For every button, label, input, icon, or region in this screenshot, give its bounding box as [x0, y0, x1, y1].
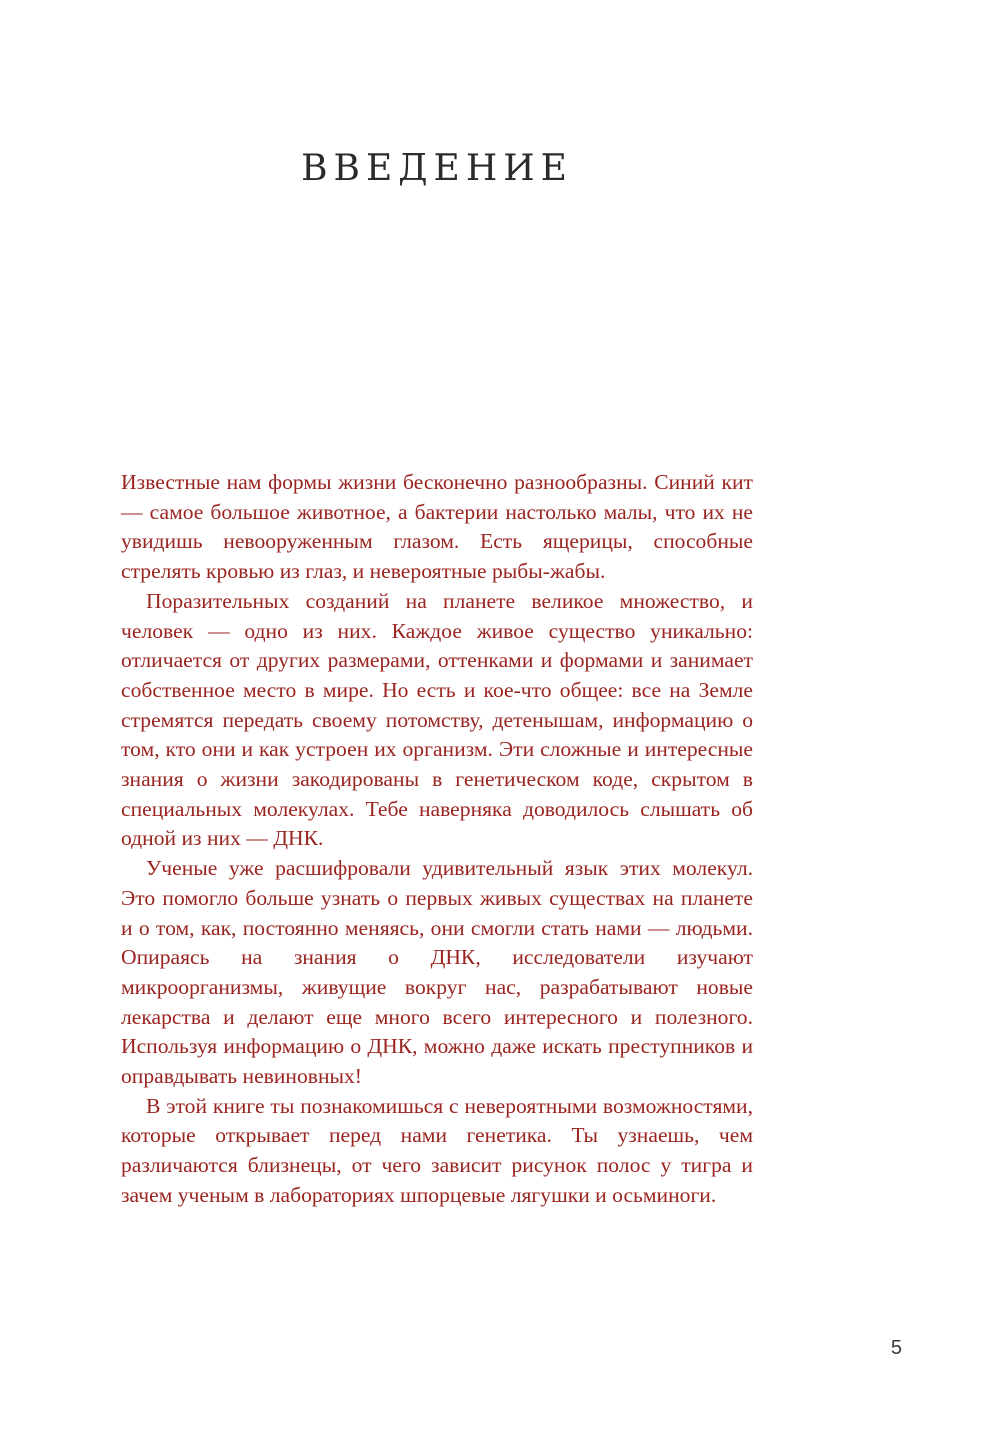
paragraph-1: Известные нам формы жизни бесконечно разнообразны. Синий кит — самое большое животное, а бактерии настолько малы, что их не увидишь невооруженным глазом. Есть ящерицы, способные стрелять кровью из глаз, и невероятные рыбы-жабы.: [121, 470, 753, 584]
paragraph-2: Поразительных созданий на планете великое множество, и человек — одно из них. Каждое живое существо уникально: отличается от других размерами, оттенками и формами и занимает собственное место в мире. Но есть и кое-что общее: все на Земле стремятся передать своему потомству, детенышам, информацию о том, кто они и как устроен их организм. Эти сложные и интересные знания о жизни закодированы в генетическом коде, скрытом в специальных молекулах. Тебе наверняка доводилось слышать об одной из них — ДНК.: [121, 588, 753, 851]
paragraph-4: В этой книге ты познакомишься с невероятными возможностями, которые открывает перед нами генетика. Ты узнаешь, чем различаются близнецы, от чего зависит рисунок полос у тигра и зачем ученым в лабораториях шпорцевые лягушки и осьминоги.: [121, 1093, 753, 1207]
page-number: 5: [890, 1337, 902, 1359]
chapter-title: ВВЕДЕНИЕ: [301, 148, 573, 189]
chapter-body: [121, 468, 753, 1211]
paragraph-3: Ученые уже расшифровали удивительный язык этих молекул. Это помогло больше узнать о первых живых существах на планете и о том, как, постоянно меняясь, они смогли стать нами — людьми. Опираясь на знания о ДНК, исследователи изучают микроорганизмы, живущие вокруг нас, разрабатывают новые лекарства и делают еще много всего интересного и полезного. Используя информацию о ДНК, можно даже искать преступников и оправдывать невиновных!: [121, 856, 753, 1089]
